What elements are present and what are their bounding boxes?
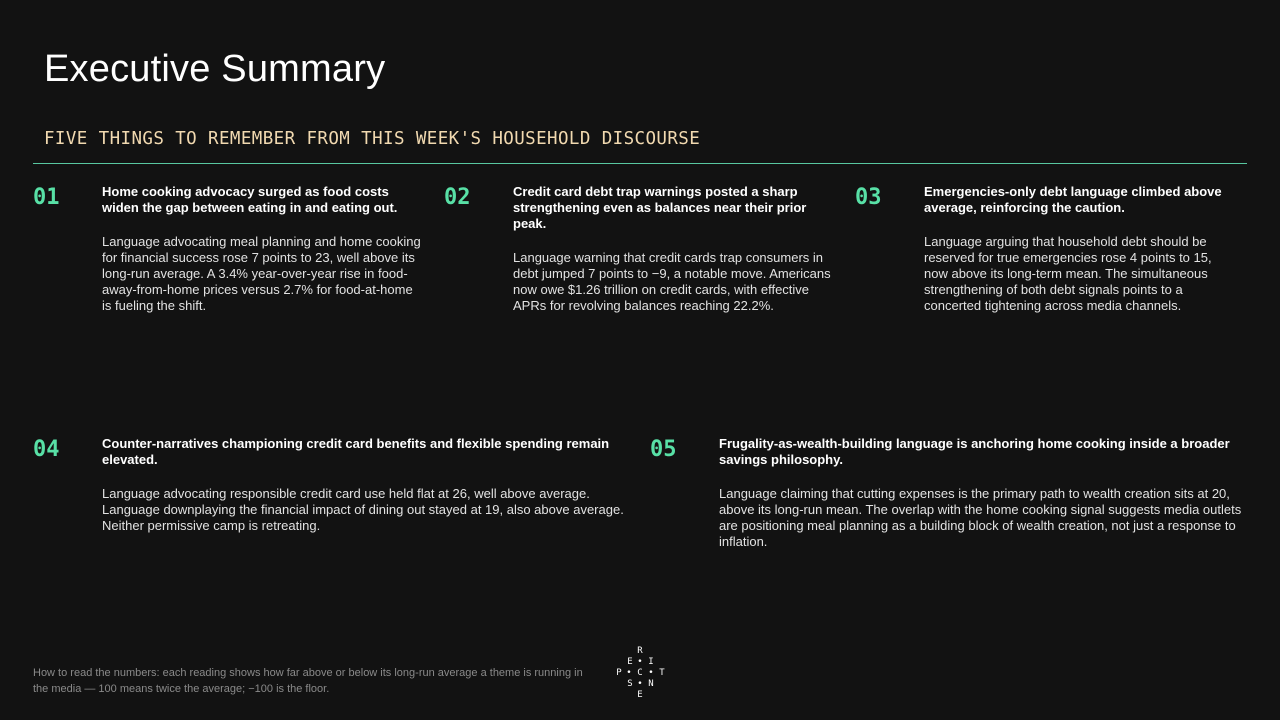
item-headline: Emergencies-only debt language climbed above average, reinforcing the caution.: [924, 184, 1222, 215]
item-body: Language arguing that household debt should be reserved for true emergencies rose 4 points to 15, now above its long-term mean. The simultaneous strengthening of both debt signals points to a concerted tightening across media channels.: [924, 234, 1212, 313]
logo-dot: •: [637, 679, 643, 689]
item-body: Language warning that credit cards trap consumers in debt jumped 7 points to −9, a notable move. Americans now owe $1.26 trillion on credit cards, with effective APRs for revolving balances reaching 22.2%.: [513, 250, 831, 313]
page-title: Executive Summary: [44, 48, 386, 90]
logo-letter: E: [637, 690, 643, 700]
logo-letter: P: [616, 668, 622, 678]
logo-letter: S: [627, 679, 633, 689]
item-headline: Counter-narratives championing credit card benefits and flexible spending remain elevated.: [102, 436, 610, 467]
header-divider: [33, 163, 1247, 164]
logo-letter: N: [648, 679, 654, 689]
item-number: 03: [855, 185, 882, 210]
item-headline: Credit card debt trap warnings posted a sharp strengthening even as balances near their prior peak.: [513, 184, 807, 231]
item-number: 01: [33, 185, 60, 210]
item-content: [719, 436, 1244, 550]
brand-logo: [612, 646, 668, 702]
logo-dot: •: [626, 668, 632, 678]
logo-dot: •: [648, 668, 654, 678]
page-subtitle: FIVE THINGS TO REMEMBER FROM THIS WEEK'S HOUSEHOLD DISCOURSE: [44, 129, 701, 149]
logo-letter: T: [659, 668, 665, 678]
item-number: 05: [650, 437, 677, 462]
item-body: Language claiming that cutting expenses is the primary path to wealth creation sits at 20, above its long-run mean. The overlap with the home cooking signal suggests media outlets are positioning meal planning as a building block of wealth creation, not just a response to inflation.: [719, 486, 1242, 549]
item-content: [102, 436, 627, 534]
item-headline: Home cooking advocacy surged as food costs widen the gap between eating in and eating out.: [102, 184, 398, 215]
logo-letter: E: [627, 657, 633, 667]
item-number: 02: [444, 185, 471, 210]
item-content: [513, 184, 835, 314]
item-body: Language advocating responsible credit card use held flat at 26, well above average. Language downplaying the financial impact of dining out stayed at 19, also above average. Neither permissive camp is retreating.: [102, 486, 624, 533]
logo-letter: I: [648, 657, 654, 667]
footer-note: How to read the numbers: each reading shows how far above or below its long-run average a theme is running in the media — 100 means twice the average; −100 is the floor.: [33, 667, 583, 695]
logo-dot: •: [637, 657, 643, 667]
item-body: Language advocating meal planning and home cooking for financial success rose 7 points to 23, well above its long-run average. A 3.4% year-over-year rise in food-away-from-home prices versus 2.7% for food-at-home is fueling the shift.: [102, 234, 421, 313]
item-number: 04: [33, 437, 60, 462]
logo-letter: C: [637, 668, 643, 678]
item-content: [102, 184, 424, 314]
item-content: [924, 184, 1234, 314]
logo-letter: R: [637, 646, 643, 656]
item-headline: Frugality-as-wealth-building language is anchoring home cooking inside a broader savings philosophy.: [719, 436, 1230, 467]
